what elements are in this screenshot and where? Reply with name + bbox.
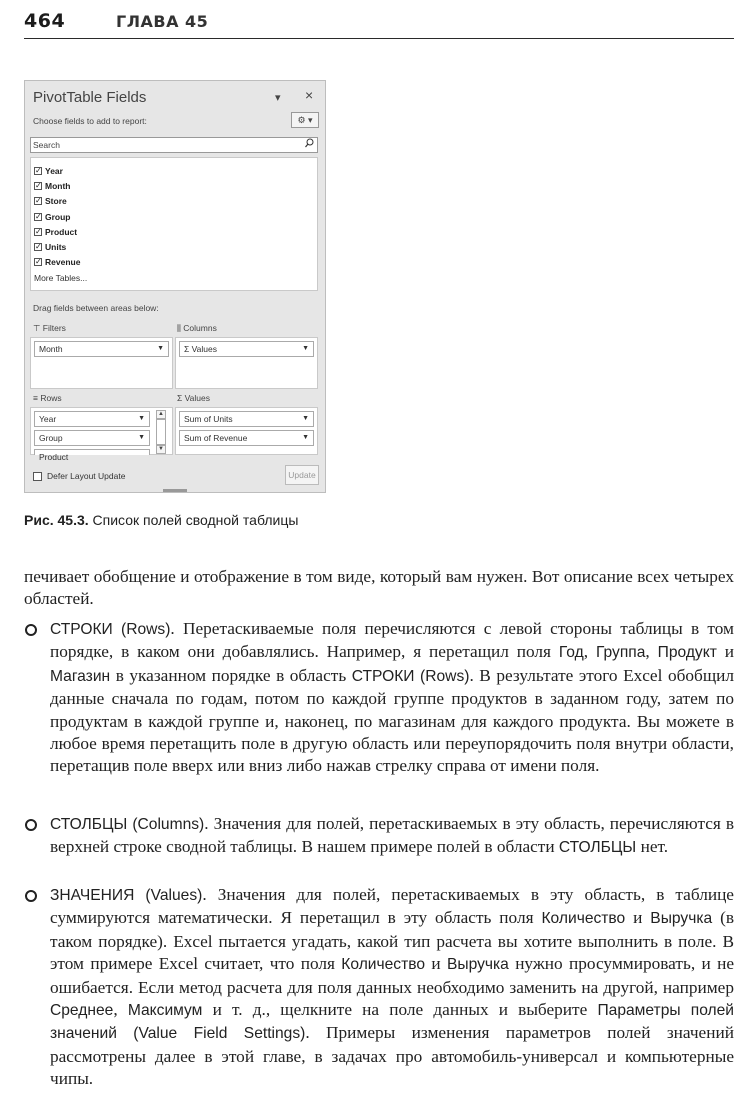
- pivottable-fields-figure: [24, 80, 326, 493]
- chevron-down-icon[interactable]: ▼: [157, 345, 164, 352]
- chevron-down-icon[interactable]: ▼: [138, 415, 145, 422]
- values-area[interactable]: [175, 407, 318, 455]
- running-header: [24, 8, 734, 39]
- chevron-down-icon[interactable]: ▼: [302, 415, 309, 422]
- panel-title: PivotTable Fields: [33, 89, 147, 106]
- rows-icon: ≡: [33, 393, 38, 403]
- page-number: 464: [24, 10, 66, 32]
- drag-fields-label: Drag fields between areas below:: [33, 303, 159, 313]
- checkbox-icon[interactable]: ✓: [35, 257, 42, 267]
- choose-fields-label: Choose fields to add to report:: [33, 116, 147, 126]
- bullet-icon: [25, 890, 37, 902]
- rows-item[interactable]: Year ▼: [34, 411, 150, 427]
- checkbox-icon[interactable]: ✓: [35, 165, 42, 175]
- more-tables-link[interactable]: More Tables...: [34, 273, 88, 284]
- intro-paragraph: печивает обобщение и отображение в том виде, который вам нужен. Вот описание всех четырех областей.: [24, 567, 734, 609]
- bullet-rows: СТРОКИ (Rows). Перетаскиваемые поля перечисляются с левой стороны таблицы в том порядке, в каком они добавлялись. Например, я перетащил поля Год, Группа, Продукт и Магазин в указанном порядке в область СТРОКИ (Rows). В результате этого Excel обобщил данные сначала по годам, потом по каждой группе продуктов в заданном году, затем по продуктам в каждой группе и, наконец, по магазинам для каждого продукта. Вы можете в любое время перетащить поле в другую область или переупорядочить поля внутри области, перетащив поле вверх или вниз либо нажав стрелку справа от имени поля.: [50, 619, 734, 776]
- columns-area[interactable]: [175, 337, 318, 389]
- rows-area[interactable]: [30, 407, 173, 462]
- sigma-icon: Σ: [177, 393, 183, 403]
- values-item[interactable]: Sum of Units ▼: [179, 411, 314, 427]
- rows-item[interactable]: Product: [34, 449, 150, 455]
- field-item-group[interactable]: ✓ Group: [35, 211, 71, 222]
- search-placeholder: Search: [33, 140, 60, 150]
- figure-caption: [24, 512, 298, 528]
- scroll-down-button[interactable]: ▼: [156, 445, 166, 454]
- checkbox-icon[interactable]: [33, 472, 42, 481]
- caption-text: Список полей сводной таблицы: [92, 512, 299, 528]
- columns-item[interactable]: Σ Values ▼: [179, 341, 314, 357]
- tools-gear-button[interactable]: ⚙ ▾: [291, 112, 319, 128]
- columns-icon: ⫼: [177, 323, 181, 333]
- checkbox-icon[interactable]: ✓: [35, 242, 42, 252]
- checkbox-icon[interactable]: ✓: [35, 196, 42, 206]
- field-item-product[interactable]: ✓ Product: [35, 226, 78, 237]
- filters-area-header: ⊤ Filters: [33, 323, 66, 333]
- field-item-year[interactable]: ✓ Year: [35, 165, 63, 176]
- filter-icon: ⊤: [33, 323, 41, 333]
- panel-menu-icon[interactable]: ▾: [275, 92, 281, 104]
- checkbox-icon[interactable]: ✓: [35, 211, 42, 221]
- rows-item[interactable]: Group ▼: [34, 430, 150, 446]
- chevron-down-icon[interactable]: ▼: [302, 345, 309, 352]
- values-item[interactable]: Sum of Revenue ▼: [179, 430, 314, 446]
- field-item-month[interactable]: ✓ Month: [35, 180, 71, 191]
- field-item-revenue[interactable]: ✓ Revenue: [35, 257, 81, 268]
- filters-area[interactable]: [30, 337, 173, 389]
- field-item-units[interactable]: ✓ Units: [35, 242, 67, 253]
- chevron-down-icon[interactable]: ▼: [302, 434, 309, 441]
- columns-area-header: ⫼ Columns: [177, 323, 217, 333]
- scrollbar-thumb[interactable]: [156, 419, 166, 445]
- close-icon[interactable]: ×: [305, 87, 314, 103]
- search-input[interactable]: [30, 137, 318, 153]
- resize-grip-icon[interactable]: [163, 489, 187, 492]
- search-icon: [305, 138, 314, 152]
- field-item-store[interactable]: ✓ Store: [35, 196, 67, 207]
- scroll-up-button[interactable]: ▲: [156, 410, 166, 419]
- update-button[interactable]: Update: [285, 465, 319, 485]
- bullet-columns: СТОЛБЦЫ (Columns). Значения для полей, перетаскиваемых в эту область, перечисляются в верхней строке сводной таблицы. В нашем примере полей в области СТОЛБЦЫ нет.: [50, 814, 734, 857]
- field-list: [30, 157, 318, 291]
- chapter-title: ГЛАВА 45: [116, 12, 209, 31]
- filters-item[interactable]: Month ▼: [34, 341, 169, 357]
- rows-area-header: ≡ Rows: [33, 393, 62, 403]
- defer-layout-update[interactable]: Defer Layout Update: [33, 471, 125, 481]
- bullet-icon: [25, 819, 37, 831]
- values-area-header: Σ Values: [177, 393, 210, 403]
- chevron-down-icon[interactable]: ▼: [138, 434, 145, 441]
- checkbox-icon[interactable]: ✓: [35, 180, 42, 190]
- bullet-icon: [25, 624, 37, 636]
- caption-label: Рис. 45.3.: [24, 512, 89, 528]
- checkbox-icon[interactable]: ✓: [35, 226, 42, 236]
- bullet-values: ЗНАЧЕНИЯ (Values). Значения для полей, перетаскиваемых в эту область, в таблице суммируются математически. Я перетащил в эту область поля Количество и Выручка (в таком порядке). Excel пытается угадать, какой тип расчета вы хотите выполнить в поле. В этом примере Excel считает, что поля Количество и Выручка нужно просуммировать, и не ошибается. Если метод расчета для поля данных необходимо заменить на другой, например Среднее, Максимум и т. д., щелкните на поле данных и выберите Параметры полей значений (Value Field Settings). Примеры изменения параметров полей значений рассмотрены далее в этой главе, в задачах про автомобиль-универсал и компьютерные чипы.: [50, 885, 735, 1089]
